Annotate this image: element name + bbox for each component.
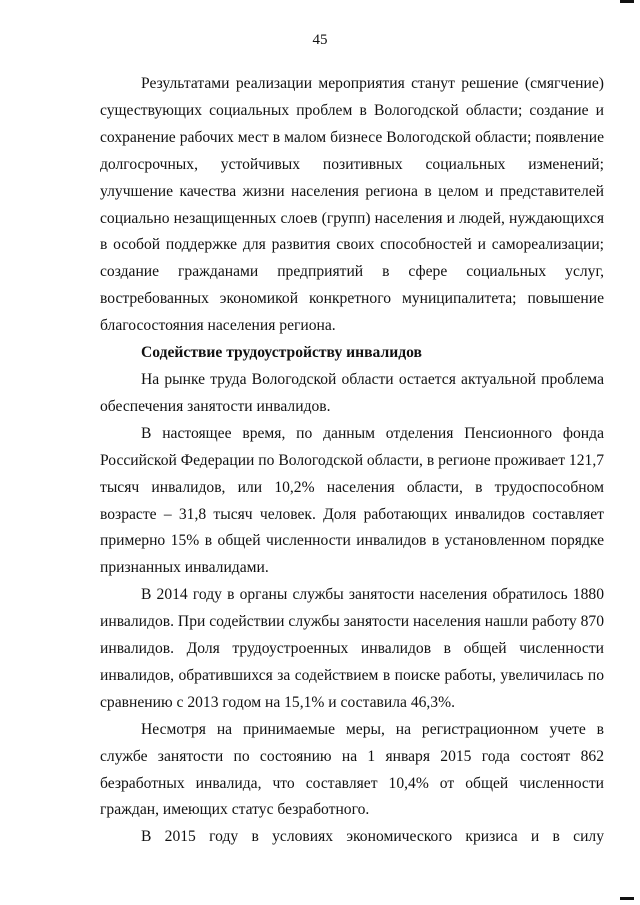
paragraph-current-statistics: В настоящее время, по данным отделения Пенсионного фонда Российской Федерации по Вологодской области, в регионе проживает 121,7 тысяч инвалидов, или 10,2% населения области, в трудоспособном возрасте – 31,8 тысяч человек. Доля работающих инвалидов составляет примерно 15% в общей численности инвалидов в установленном порядке признанных инвалидами. xyxy=(100,424,605,577)
paragraph-2015-crisis: В 2015 году в условиях экономического кризиса и в силу xyxy=(141,828,604,846)
paragraph-unemployed-registration: Несмотря на принимаемые меры, на регистрационном учете в службе занятости по состоянию на 1 января 2015 года состоят 862 безработных инвалида, что составляет 10,4% от общей численности граждан, имеющих статус безработного. xyxy=(100,720,604,819)
corner-scan-mark xyxy=(620,0,634,3)
document-body xyxy=(100,71,604,851)
corner-scan-mark xyxy=(620,897,634,900)
paragraph-2014-employment: В 2014 году в органы службы занятости населения обратилось 1880 инвалидов. При содействии службы занятости населения нашли работу 870 инвалидов. Доля трудоустроенных инвалидов в общей численности инвалидов, обратившихся за содействием в поиске работы, увеличилась по сравнению с 2013 годом на 15,1% и составила 46,3%. xyxy=(100,586,604,711)
section-heading: Содействие трудоустройству инвалидов xyxy=(141,344,422,362)
paragraph-labor-market: На рынке труда Вологодской области остается актуальной проблема обеспечения занятости инвалидов. xyxy=(100,370,604,415)
paragraph-results: Результатами реализации мероприятия станут решение (смягчение) существующих социальных проблем в Вологодской области; создание и сохранение рабочих мест в малом бизнесе Вологодской области; появление долгосрочных, устойчивых позитивных социальных изменений; улучшение качества жизни населения региона в целом и представителей социально незащищенных слоев (групп) населения и людей, нуждающихся в особой поддержке для развития своих способностей и самореализации; создание гражданами предприятий в сфере социальных услуг, востребованных экономикой конкретного муниципалитета; повышение благосостояния населения региона. xyxy=(100,75,604,335)
page-number: 45 xyxy=(312,32,328,48)
